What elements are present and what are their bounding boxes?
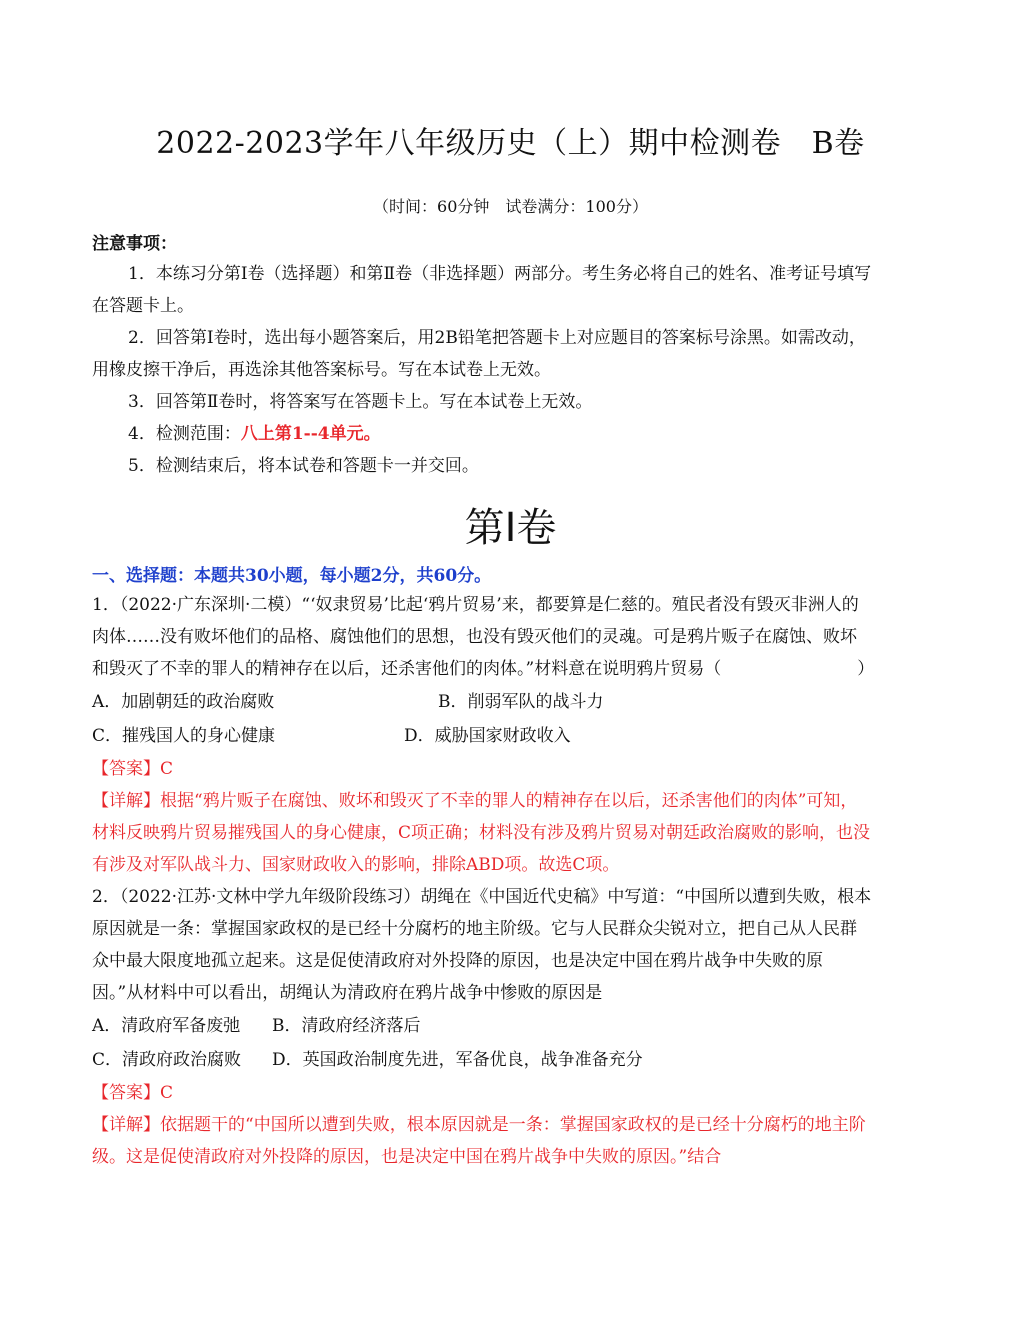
question-1-option-c: C．摧残国人的身心健康 xyxy=(92,726,276,746)
question-2-option-d: D．英国政治制度先进，军备优良，战争准备充分 xyxy=(272,1050,643,1070)
note-item-5: 5．检测结束后，将本试卷和答题卡一并交回。 xyxy=(128,456,479,476)
question-2-stem: 2．（2022·江苏·文林中学九年级阶段练习）胡绳在《中国近代史稿》中写道：“中国所以遭到失败，根本原因就是一条：掌握国家政权的是已经十分腐朽的地主阶级。它与人民群众尖锐对立，把自己从人民群众中最大限度地孤立起来。这是促使清政府对外投降的原因，也是决定中国在鸦片战争中失败的原因。”从材料中可以看出，胡绳认为清政府在鸦片战争中惨败的原因是 xyxy=(92,887,872,1003)
question-2-detail: 【详解】依据题干的“中国所以遭到失败，根本原因就是一条：掌握国家政权的是已经十分腐朽的地主阶级。这是促使清政府对外投降的原因，也是决定中国在鸦片战争中失败的原因。”结合 xyxy=(92,1115,866,1167)
question-1-option-b: B．削弱军队的战斗力 xyxy=(438,692,604,712)
notes-list xyxy=(92,258,882,482)
volume-title: 第Ⅰ卷 xyxy=(464,505,557,551)
question-1-answer: 【答案】C xyxy=(92,759,174,779)
question-2-option-a: A．清政府军备废弛 xyxy=(92,1016,241,1036)
question-1-detail: 【详解】根据“鸦片贩子在腐蚀、败坏和毁灭了不幸的罪人的精神存在以后，还杀害他们的肉体”可知，材料反映鸦片贸易摧残国人的身心健康，C项正确；材料没有涉及鸦片贸易对朝廷政治腐败的影响，也没有涉及对军队战斗力、国家财政收入的影响，排除ABD项。故选C项。 xyxy=(92,791,871,875)
question-2-options-row-2 xyxy=(92,1043,872,1077)
note-item-1: 1．本练习分第Ⅰ卷（选择题）和第Ⅱ卷（非选择题）两部分。考生务必将自己的姓名、准考证号填写在答题卡上。 xyxy=(92,264,872,316)
notes-heading: 注意事项： xyxy=(92,234,177,254)
question-1-option-a: A．加剧朝廷的政治腐败 xyxy=(92,692,275,712)
question-2-options-row-1 xyxy=(92,1009,872,1043)
questions xyxy=(92,589,875,1173)
document-title: 2022-2023学年八年级历史（上）期中检测卷 B卷 xyxy=(156,126,865,161)
note-item-2: 2．回答第Ⅰ卷时，选出每小题答案后，用2B铅笔把答题卡上对应题目的答案标号涂黑。如需改动，用橡皮擦干净后，再选涂其他答案标号。写在本试卷上无效。 xyxy=(92,328,866,380)
exam-time-and-score: （时间：60分钟 试卷满分：100分） xyxy=(373,197,648,216)
question-2-option-c: C．清政府政治腐败 xyxy=(92,1050,242,1070)
question-1-stem: 1．（2022·广东深圳·二模）“‘奴隶贸易’比起‘鸦片贸易’来，都要算是仁慈的。殖民者没有毁灭非洲人的肉体……没有败坏他们的品格、腐蚀他们的思想，也没有毁灭他们的灵魂。可是鸦片贩子在腐蚀、败坏和毁灭了不幸的罪人的精神存在以后，还杀害他们的肉体。”材料意在说明鸦片贸易（ ） xyxy=(92,595,875,679)
section-title: 一、选择题：本题共30小题，每小题2分，共60分。 xyxy=(92,566,492,586)
question-2-answer: 【答案】C xyxy=(92,1083,174,1103)
scope-value: 八上第1--4单元。 xyxy=(240,424,381,444)
question-1-option-d: D．威胁国家财政收入 xyxy=(404,726,571,746)
note-item-4-label: 4．检测范围： xyxy=(128,424,241,444)
question-1-options-row-2 xyxy=(92,719,872,753)
note-item-3: 3．回答第Ⅱ卷时，将答案写在答题卡上。写在本试卷上无效。 xyxy=(128,392,593,412)
question-2-option-b: B．清政府经济落后 xyxy=(272,1016,421,1036)
note-item-4 xyxy=(92,418,882,450)
question-1-options-row-1 xyxy=(92,685,872,719)
